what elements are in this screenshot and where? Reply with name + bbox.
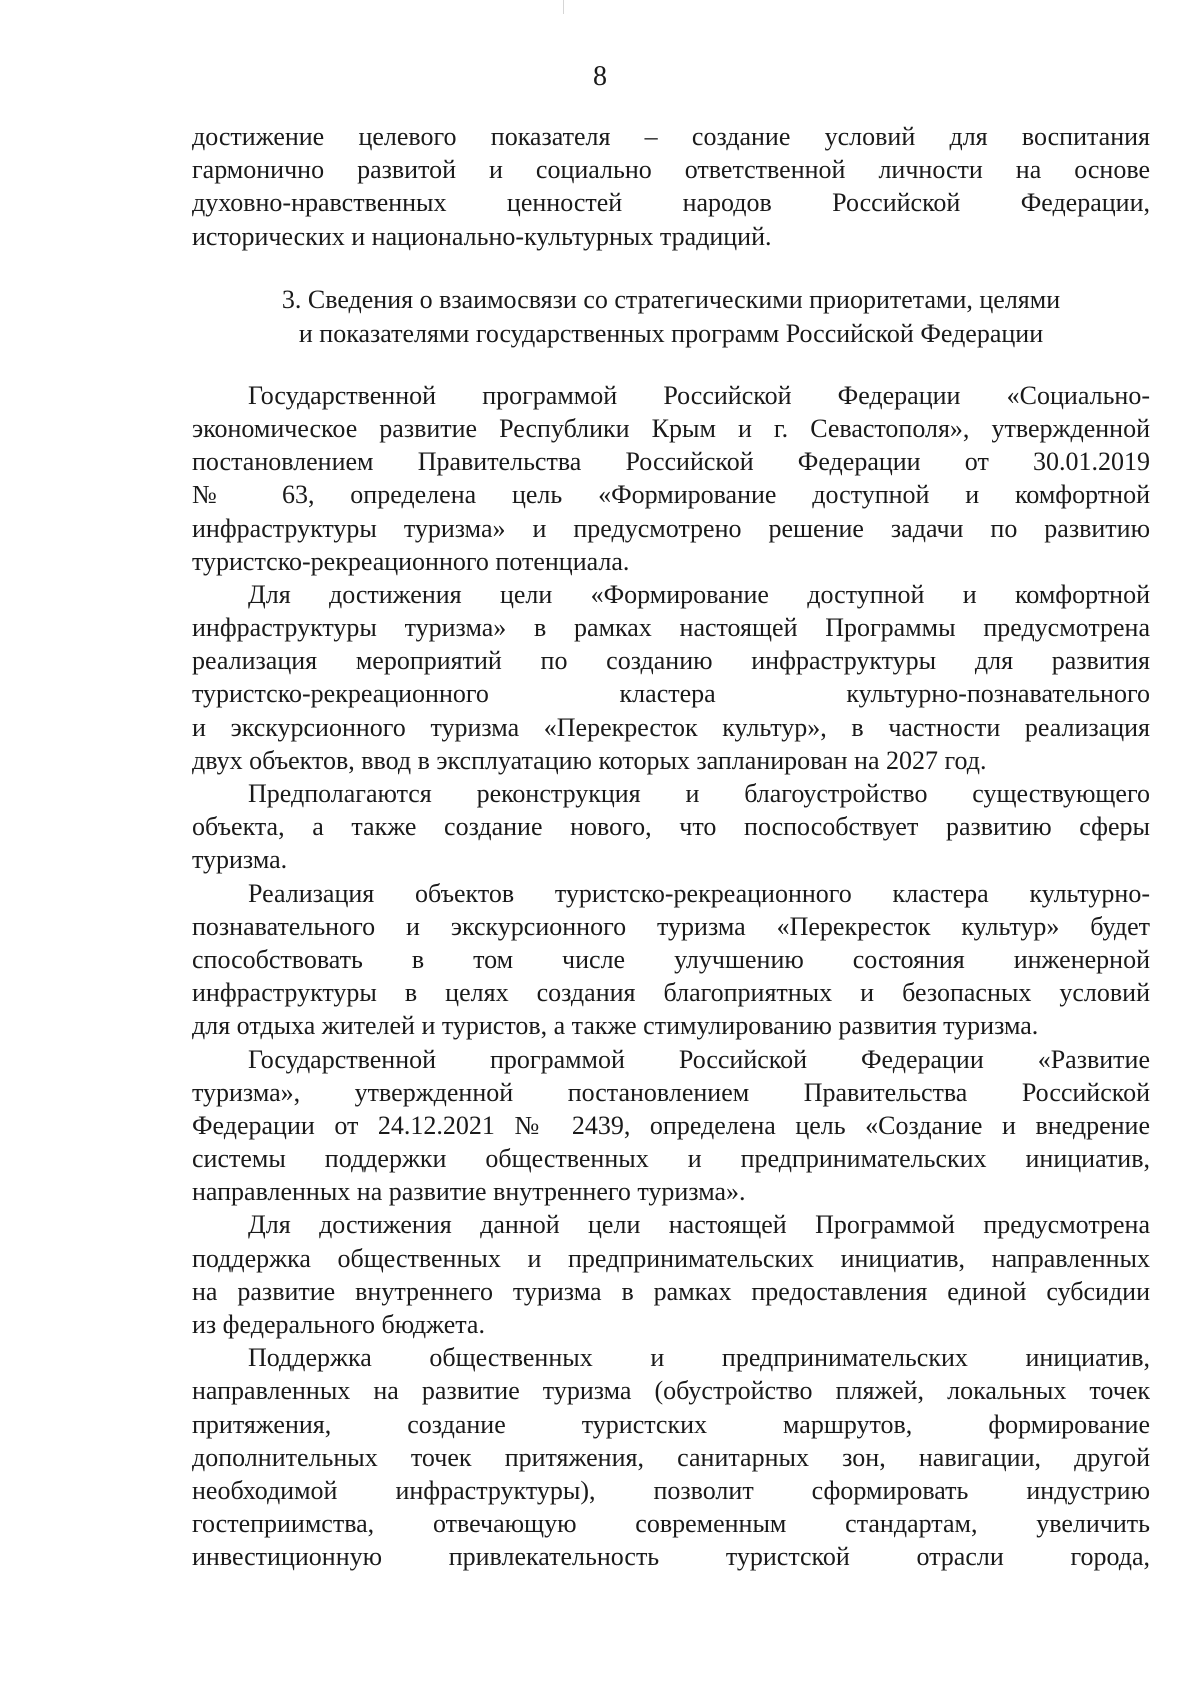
intro-paragraph — [192, 120, 1150, 253]
text-line: системы поддержки общественных и предпринимательских инициатив, — [192, 1144, 1150, 1174]
page-number: 8 — [593, 61, 607, 92]
text-line: Для достижения цели «Формирование доступной и комфортной — [248, 579, 1150, 609]
paragraph — [192, 777, 1150, 877]
text-line: инвестиционную привлекательность туристской отрасли города, — [192, 1542, 1150, 1572]
text-line: для отдыха жителей и туристов, а также стимулированию развития туризма. — [192, 1011, 1039, 1041]
paragraph — [192, 379, 1150, 578]
text-line: экономическое развитие Республики Крым и г. Севастополя», утвержденной — [192, 413, 1150, 443]
text-line: постановлением Правительства Российской Федерации от 30.01.2019 — [192, 447, 1150, 477]
text-line: необходимой инфраструктуры), позволит сформировать индустрию — [192, 1475, 1150, 1505]
scan-artifact-line — [563, 0, 564, 14]
text-line: и экскурсионного туризма «Перекресток культур», в частности реализация — [192, 712, 1150, 742]
section-heading-line: 3. Сведения о взаимосвязи со стратегическими приоритетами, целями — [281, 284, 1061, 314]
text-line: реализация мероприятий по созданию инфраструктуры для развития — [192, 646, 1150, 676]
text-line: гостеприимства, отвечающую современным стандартам, увеличить — [192, 1509, 1150, 1539]
paragraph — [192, 877, 1150, 1043]
text-line: туризма. — [192, 845, 288, 875]
text-line: Для достижения данной цели настоящей Программой предусмотрена — [248, 1210, 1150, 1240]
text-line: туризма», утвержденной постановлением Правительства Российской — [192, 1077, 1150, 1107]
text-line: Федерации от 24.12.2021 № 2439, определена цель «Создание и внедрение — [192, 1110, 1150, 1140]
text-line: объекта, а также создание нового, что поспособствует развитию сферы — [192, 812, 1150, 842]
document-body — [192, 120, 1150, 1574]
text-line: инфраструктуры в целях создания благоприятных и безопасных условий — [192, 978, 1150, 1008]
spacer — [192, 351, 1150, 379]
text-line: туристско-рекреационного потенциала. — [192, 546, 630, 576]
paragraph — [192, 1208, 1150, 1341]
text-line: туристско-рекреационного кластера культурно-познавательного — [192, 679, 1150, 709]
text-line: из федерального бюджета. — [192, 1310, 485, 1339]
text-line: направленных на развитие внутреннего туризма». — [192, 1177, 746, 1207]
text-line: притяжения, создание туристских маршрутов, формирование — [192, 1409, 1150, 1439]
spacer — [192, 253, 1150, 283]
text-line: инфраструктуры туризма» и предусмотрено решение задачи по развитию — [192, 513, 1150, 543]
paragraph — [192, 578, 1150, 777]
text-line: Государственной программой Российской Федерации «Социально- — [248, 380, 1150, 410]
text-line: достижение целевого показателя – создание условий для воспитания — [192, 122, 1150, 151]
paragraphs-container — [192, 379, 1150, 1574]
text-line: № 63, определена цель «Формирование доступной и комфортной — [192, 480, 1150, 510]
text-line: Реализация объектов туристско-рекреационного кластера культурно- — [248, 878, 1150, 908]
section-heading-line: и показателями государственных программ Российской Федерации — [298, 318, 1044, 348]
section-heading — [192, 283, 1150, 351]
text-line: направленных на развитие туризма (обустройство пляжей, локальных точек — [192, 1376, 1150, 1406]
text-line: поддержка общественных и предпринимательских инициатив, направленных — [192, 1243, 1150, 1273]
text-line: познавательного и экскурсионного туризма «Перекресток культур» будет — [192, 911, 1150, 941]
text-line: исторических и национально-культурных традиций. — [192, 221, 772, 251]
paragraph — [192, 1043, 1150, 1209]
text-line: духовно-нравственных ценностей народов Российской Федерации, — [192, 188, 1150, 218]
text-line: Государственной программой Российской Федерации «Развитие — [248, 1044, 1150, 1074]
text-line: на развитие внутреннего туризма в рамках предоставления единой субсидии — [192, 1276, 1150, 1306]
text-line: двух объектов, ввод в эксплуатацию которых запланирован на 2027 год. — [192, 745, 987, 775]
text-line: способствовать в том числе улучшению состояния инженерной — [192, 944, 1150, 974]
text-line: гармонично развитой и социально ответственной личности на основе — [192, 155, 1150, 185]
text-line: Предполагаются реконструкция и благоустройство существующего — [248, 779, 1150, 808]
text-line: Поддержка общественных и предпринимательских инициатив, — [248, 1343, 1150, 1373]
text-line: дополнительных точек притяжения, санитарных зон, навигации, другой — [192, 1442, 1150, 1472]
paragraph — [192, 1341, 1150, 1573]
text-line: инфраструктуры туризма» в рамках настоящей Программы предусмотрена — [192, 613, 1150, 643]
